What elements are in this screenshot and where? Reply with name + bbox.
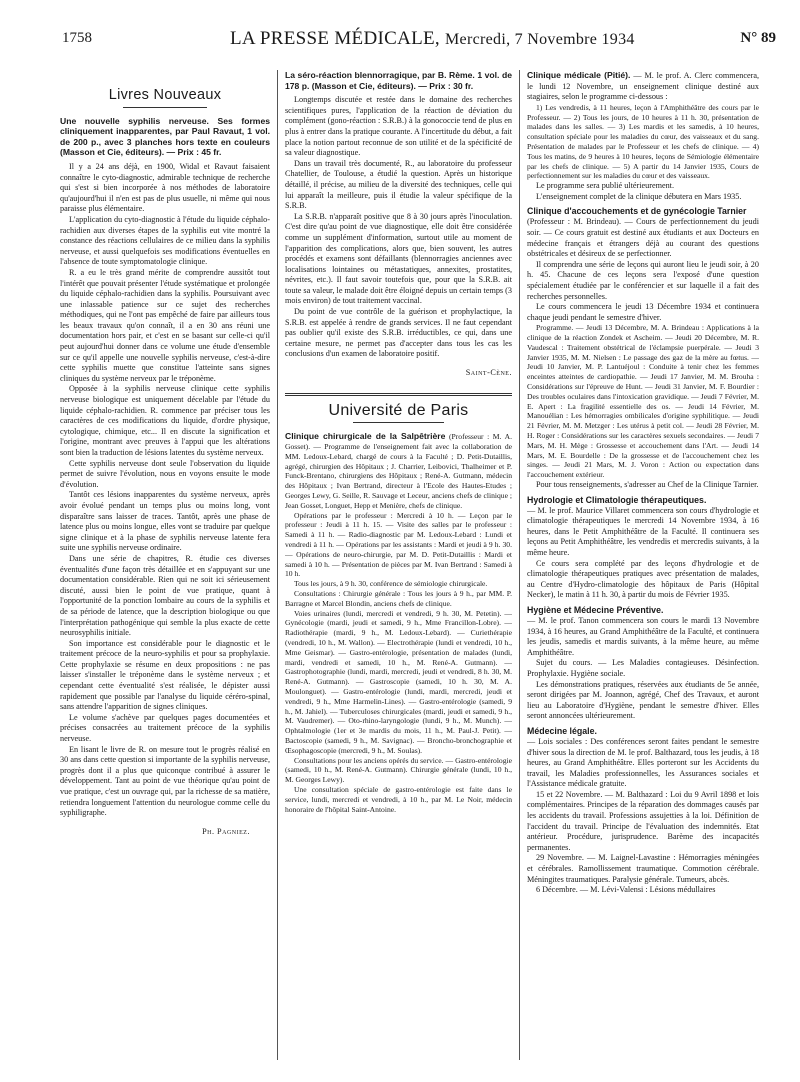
column-right	[527, 70, 759, 1070]
journal-name: LA PRESSE MÉDICALE,	[230, 28, 440, 49]
book-review-heading: Une nouvelle syphilis nerveuse. Ses formes cliniquement inapparentes, par Paul Ravaut, 1 vol. de 200 p., avec 3 planches hors texte en couleurs (Masson et Cie, éditeurs). — Prix : 45 fr.	[60, 115, 270, 158]
paragraph: Consultations : Chirurgie générale : Tous les jours à 9 h., par MM. P. Barragne et Marcel Blondin, anciens chefs de clinique.	[285, 588, 512, 608]
paragraph: 15 et 22 Novembre. — M. Balthazard : Loi du 9 Avril 1898 et lois complémentaires. Principes de la réparation des dommages causés par les accidents du travail. Professions assujetties à la loi. Définition de l'accident du travail. Principe de l'évaluation des indemnités. Etat antérieur. Procédure, jurisprudence. Barème des incapacités permanentes.	[527, 789, 759, 852]
paragraph: Les démonstrations pratiques, réservées aux étudiants de 5e année, seront dirigées par M. Joannon, agrégé, Chef des Travaux, et auront lieu au Laboratoire d'Hygiène, pendant le semestre d'hiver. Elles seront annoncées ultérieurement.	[527, 679, 759, 721]
subsection-heading: Hydrologie et Climatologie thérapeutiques.	[527, 494, 707, 505]
paragraph: Longtemps discutée et restée dans le domaine des recherches scientifiques pures, l'application de la réaction de déviation du complément (gono-réaction : S.R.B.) à la gonococcie tend de plus en plus à entrer dans la pratique courante. A l'incertitude du début, a fait place la notion partout reconnue de son utilité et de la spécificité de sa valeur diagnostique.	[285, 95, 512, 158]
book-review-heading: La séro-réaction blennorragique, par B. Rème. 1 vol. de 178 p. (Masson et Cie, éditeurs). — Prix : 30 fr.	[285, 70, 512, 91]
paragraph: Sujet du cours. — Les Maladies contagieuses. Désinfection. Prophylaxie. Hygiène sociale.	[527, 658, 759, 678]
paragraph: Le programme sera publié ultérieurement.	[536, 181, 674, 191]
issue-number: N° 89	[740, 30, 776, 46]
paragraph: Il comprendra une série de leçons qui auront lieu le jeudi soir, à 20 h. 45. Chacune de ces leçons sera l'exposé d'une question spécialement étudiée par le conférencier et sur laquelle il a fait des recherches personnelles.	[527, 259, 759, 301]
paragraph: Du point de vue contrôle de la guérison et prophylactique, la S.R.B. est appelée à rendre de grands services. Il ne faut cependant pas oublier qu'il existe des S.R.B. irréductibles, ce qui, dans une certaine mesure, ne permet pas d'accepter dans tous les cas les conclusions d'un examen de laboratoire positif.	[285, 307, 512, 359]
paragraph: Le volume s'achève par quelques pages documentées et précises consacrées au traitement précoce de la syphilis nerveuse.	[60, 712, 270, 744]
paragraph: Il y a 24 ans déjà, en 1900, Widal et Ravaut faisaient connaître le cyto-diagnostic, admirable technique de recherche qui s'est si bien incorporée à nos méthodes de laboratoire qu'aujourd'hui il n'en est pas de plus usuelle, ni même qui nous paraisse plus élémentaire.	[60, 161, 270, 214]
paragraph: Dans une série de chapitres, R. étudie ces diverses éventualités d'une façon très détaillée et en s'appuyant sur une documentation considérable. Rien qui ne soit ici sérieusement discuté, aussi bien le point de vue pratique, quant à l'opportunité de la ponction lombaire au cours de la syphilis et de sa période de latence, que la description biologique ou que l'interprétation pathogénique qui semble la plus exacte de cette neurosyphilis initiale.	[60, 553, 270, 638]
paragraph: 1) Les vendredis, à 11 heures, leçon à l'Amphithéâtre des cours par le Professeur. — 2) Tous les jours, de 10 heures à 11 h. 30, présentation de malades dans les salles. — 3) Les mardis et les samedis, à 10 heures, consultation spéciale pour les maladies du cœur, des vaisseaux et du sang. Présentation de malades par le Professeur et les chefs de clinique. — 4) Tous les matins, de 9 heures à 10 heures, leçons de Sémiologie élémentaire par les chefs de clinique. — 5) A partir du 14 Janvier 1935, Cours de perfectionnement sur les maladies du cœur et des vaisseaux.	[527, 102, 759, 181]
subsection-heading: Médecine légale.	[527, 725, 597, 736]
paragraph: La S.R.B. n'apparaît positive que 8 à 30 jours après l'inoculation. C'est dire qu'au point de vue diagnostique, elle doit être considérée comme un supplément d'information, surtout utile au moment de l'apparition des complications, alors que, bien souvent, les autres procédés et examens sont défaillants (blennorragies anciennes avec localisations lointaines ou métastatiques, annexites, prostatites, névrites, etc.). Il faut savoir toutefois que, pour que la S.R.B. ait toute sa valeur, le malade doit être éloigné depuis un certain temps (3 mois environ) de tout traitement vaccinal.	[285, 211, 512, 306]
page-header	[62, 28, 776, 58]
section-title-universite: Université de Paris	[328, 401, 469, 419]
paragraph: (Professeur : M. A. Gosset). — Programme de l'enseignement fait avec la collaboration de MM. Ledoux-Lebard, chargé de cours à la Faculté ; D. Petit-Dutaillis, agrégé, chirurgien des Hôpitaux ; J. Charrier, Leibovici, Thalheimer et P. Funck-Brentano, chirurgiens des Hôpitaux ; René-A. Gutmann, médecin des Hôpitaux ; Ivan Bertrand, directeur à l'Ecole des Hautes-Etudes ; Georges Lewy, G. Seille, R. Sauvage et Leceur, anciens chefs de clinique ; Jean Gosset, Longuet, Hepp et Menière, chefs de clinique.	[285, 432, 512, 510]
paragraph: Pour tous renseignements, s'adresser au Chef de la Clinique Tarnier.	[536, 480, 759, 490]
paragraph: (Professeur : M. Brindeau). — Cours de perfectionnement du jeudi soir. — Ce cours gratuit est destiné aux étudiants et aux Docteurs en médecine français et étrangers déjà au courant des questions obstétricales et désireux de se perfectionner.	[527, 217, 759, 259]
divider	[123, 107, 207, 108]
paragraph: — M. le prof. Maurice Villaret commencera son cours d'hydrologie et climatologie thérapeutiques le mercredi 14 Novembre 1934, à 16 heures, dans le Petit Amphithéâtre de la Faculté. Il continuera ses leçons au Petit Amphithéâtre, les vendredis et mercredis suivants, à la même heure.	[527, 505, 759, 557]
subsection-heading: Clinique médicale (Pitié).	[527, 70, 631, 80]
paragraph: 6 Décembre. — M. Lévi-Valensi : Lésions médullaires	[536, 885, 716, 895]
page-number: 1758	[62, 30, 92, 46]
paragraph: Son importance est considérable pour le diagnostic et le traitement précoce de la neuro-syphilis et pour sa prophylaxie. Cette prophylaxie se résume en deux propositions : ne pas laisser s'installer le tréponème dans le système nerveux ; et cependant cette éventualité s'est réalisée, le dépister aussi rapidement que possible par l'analyse du liquide céréro-spinal, sans attendre l'apparition de signes cliniques.	[60, 638, 270, 712]
subsection-heading: Hygiène et Médecine Préventive.	[527, 604, 664, 615]
paragraph: 29 Novembre. — M. Laignel-Lavastine : Hémorragies méningées et cérébrales. Ramollissement traumatique. Commotion cérébrale. Méningites traumatiques. Paralysie générale. Tumeurs, abcès.	[527, 853, 759, 884]
column-divider	[519, 70, 520, 1060]
paragraph: Une consultation spéciale de gastro-entérologie est faite dans le service, lundi, mercredi et vendredi, à 10 h., par M. Le Noir, médecin honoraire de l'hôpital Saint-Antoine.	[285, 784, 512, 814]
paragraph: — M. le prof. A. Clerc commencera, le lundi 12 Novembre, un enseignement clinique destiné aux stagiaires, selon le programme ci-dessous :	[527, 71, 759, 102]
paragraph: R. a eu le très grand mérite de comprendre aussitôt tout l'intérêt que pouvait présenter l'étude systématique et prolongée du liquide céphalo-rachidien dans la syphilis. Poursuivant avec une inlassable patience sur ce sujet des recherches méthodiques, qui ne l'ont pas empêché de faire par ailleurs tous les beaux travaux qu'on connaît, il a en 30 ans réuni une documentation hors pair, et c'est en se basant sur celle-ci qu'il peut aujourd'hui donner dans ce volume une étude d'ensemble sur ce qu'il appelle une nouvelle syphilis nerveuse, c'est-à-dire cette syphilis muette que constitue l'atteinte sans signes cliniques du système nerveux par le tréponème.	[60, 267, 270, 383]
paragraph: Ce cours sera complété par des leçons d'hydrologie et de climatologie thérapeutiques pratiques avec présentation de malades, au Centre d'Hydro-climatologie des hôpitaux de Paris (Hôpital Necker), le matin à 11 h. 30, à partir du mois de Février 1935.	[527, 558, 759, 600]
paragraph: Opérations par le professeur : Mercredi à 10 h. — Leçon par le professeur : Jeudi à 11 h. 15. — Visite des salles par le professeur : Samedi à 11 h. — Radio-diagnostic par M. Ledoux-Lebard : Lundi et vendredi à 11 h. — Opérations par les assistants : Mardi et jeudi à 9 h. 30. — Opérations de neuro-chirurgie, par M. D. Petit-Dutaillis : Mardi et samedi à 10 h. — Présentation de pièces par M. Ivan Bertrand : Samedi à 10 h.	[285, 510, 512, 579]
paragraph: Consultations pour les anciens opérés du service. — Gastro-entérologie (samedi, 10 h., M. René-A. Gutmann). Chirurgie générale (lundi, 10 h., M. Georges Lewy).	[285, 755, 512, 785]
subsection-heading: Clinique d'accouchements et de gynécologie Tarnier	[527, 206, 747, 217]
review-signature: Saint-Cène.	[465, 368, 512, 378]
paragraph: Le cours commencera le jeudi 13 Décembre 1934 et continuera chaque jeudi pendant le semestre d'hiver.	[527, 302, 759, 322]
paragraph: Programme. — Jeudi 13 Décembre, M. A. Brindeau : Applications à la clinique de la réaction Zondek et Ascheim. — Jeudi 20 Décembre, M. R. Vaudescal : Traitement obstétrical de l'éclampsie puerpérale. — Jeudi 3 Janvier 1935, M. M. Nielsen : Le passage des gaz de la mère au fœtus. — Jeudi 10 Janvier, M. P. Lantuéjoul : Conduite à tenir chez les femmes enceintes atteintes de cardiopathie. — Jeudi 17 Janvier, M. M. Brouha : Considérations sur l'épreuve de Hunt. — Jeudi 31 Janvier, M. F. Bourdier : Des troubles oculaires dans l'intoxication gravidique. — Jeudi 7 Février, M. E. Apert : La fragilité essentielle des os. — Jeudi 14 Février, M. Manouélian : Les hémorragies ombilicales d'origine syphilitique. — Jeudi 21 Février, M. M. Metzger : Les utérus à petit col. — Jeudi 28 Février, M. H. Roger : Considérations sur les caractères sexuels secondaires. — Jeudi 7 Mars, M. H. Mège : Grossesse et accouchement dans l'Art. — Jeudi 14 Mars, M. E. Bourdelle : De la grossesse et de l'accouchement chez les singes. — Jeudi 21 Mars, M. J. Voron : Action ou expectation dans l'accouchement extérieur.	[527, 323, 759, 480]
paragraph: — Lois sociales : Des conférences seront faites pendant le semestre d'hiver sous la direction de M. le prof. Balthazard, tous les jeudis, à 18 heures, au Grand Amphithéâtre. Elles porteront sur les Accidents du travail, les Maladies professionnelles, les Assurances sociales et l'Assistance médicale gratuite.	[527, 736, 759, 789]
paragraph: En lisant le livre de R. on mesure tout le progrès réalisé en 30 ans dans cette question si importante de la syphilis nerveuse, progrès dont il a plus que quiconque contribué à assurer le développement. Tant au point de vue théorique qu'au point de vue pratique, c'est un ouvrage qui, par la richesse de sa matière, retiendra longuement l'attention du neurologue comme celle du syphiligraphe.	[60, 744, 270, 818]
subsection-heading: Clinique chirurgicale de la Salpêtrière	[285, 431, 446, 442]
paragraph: — M. le prof. Tanon commencera son cours le mardi 13 Novembre 1934, à 16 heures, au Grand Amphithéâtre de la Faculté, et continuera les jeudis, samedis et mardis suivants, à la même heure, au même Amphithéâtre.	[527, 615, 759, 657]
section-title-livres: Livres Nouveaux	[108, 87, 222, 103]
review-signature: Ph. Pagniez.	[202, 826, 250, 836]
column-left	[60, 70, 270, 1070]
paragraph: Dans un travail très documenté, R., au laboratoire du professeur Chatellier, de Toulouse, a étudié la question. Après un historique détaillé, il précise, au milieu de la diversité des techniques, celle qui lui apparaît la meilleure, puis il étudie la valeur spécifique de la S.R.B.	[285, 158, 512, 211]
paragraph: Tous les jours, à 9 h. 30, conférence de sémiologie chirurgicale.	[294, 579, 488, 589]
column-divider	[277, 70, 278, 1060]
issue-date: Mercredi, 7 Novembre 1934	[445, 31, 635, 48]
paragraph: L'enseignement complet de la clinique débutera en Mars 1935.	[536, 191, 742, 201]
section-divider	[285, 393, 512, 396]
paragraph: Opposée à la syphilis nerveuse clinique cette syphilis nerveuse biologique est uniquement décelable par l'étude du liquide céphalo-rachidien. R. commence par préciser tous les caractères de ces modifications du liquide, d'ordre physique, cytologique, chimique, etc... Il en discute la signification et l'origine, montrant avec preuves à l'appui que les altérations sont bien la traduction de lésions latentes du système nerveux.	[60, 384, 270, 457]
paragraph: Cette syphilis nerveuse dont seule l'observation du liquide permet de suivre l'évolution, nous en voyons ensuite le mode d'évolution.	[60, 458, 270, 489]
paragraph: L'application du cyto-diagnostic à l'étude du liquide céphalo-rachidien aux diverses étapes de la syphilis eut vite montré la constance des réactions cellulaires de ce milieu dans la syphilis nerveuse, et aussi quelquefois ses modifications éventuelles en l'absence de toute symptomatologie clinique.	[60, 214, 270, 267]
column-middle	[285, 70, 512, 1070]
paragraph: Voies urinaires (lundi, mercredi et vendredi, 9 h. 30, M. Petetin). — Gynécologie (mardi, jeudi et samedi, 9 h., Mme Francillon-Lobre). — Radiothérapie (mardi, 9 h., M. Ledoux-Lebard). — Curiethérapie (vendredi, 10 h., M. Wallon). — Electrothérapie (lundi et vendredi, 10 h., Mme Geismar). — Gastro-entérologie, présentation de malades (lundi, mardi, vendredi et samedi, 10 h., M. René-A. Gutmann). — Gastrophotographie (lundi, mardi, mercredi, jeudi et vendredi, 8 h. 30, M. René-A. Gutmann). — Gastroscopie (samedi, 10 h. 30, M. A. Moulonguet). — Gastro-entérologie (lundi, mardi, mercredi, jeudi et vendredi, 9 h., Mme Harmelin-Lines). — Gastro-entérologie (samedi, 9 h., M. Jahiel). — Tuberculoses chirurgicales (mardi, jeudi et samedi, 9 h., M. Vaudremer). — Oto-rhino-laryngologie (lundi, 9 h., M. Munch). — Ophtalmologie (1er et 3e mardis du mois, 11 h., M. Paul-J. Petit). — Bactoscopie (samedi, 9 h., M. Savignac). — Broncho-bronchographie et Œsophagoscopie (mercredi, 9 h., M. Soulas).	[285, 608, 512, 755]
divider	[353, 422, 444, 423]
journal-title	[230, 28, 635, 50]
paragraph: Tantôt ces lésions inapparentes du système nerveux, après avoir évolué pendant un temps plus ou moins long, vont disparaître sans laisser de traces. Tantôt, après une phase de latence plus ou moins longue, elles vont se traduire par quelque signe clinique et à la phase de syphilis nerveuse latente fera suite une syphilis nerveuse ordinaire.	[60, 490, 270, 553]
